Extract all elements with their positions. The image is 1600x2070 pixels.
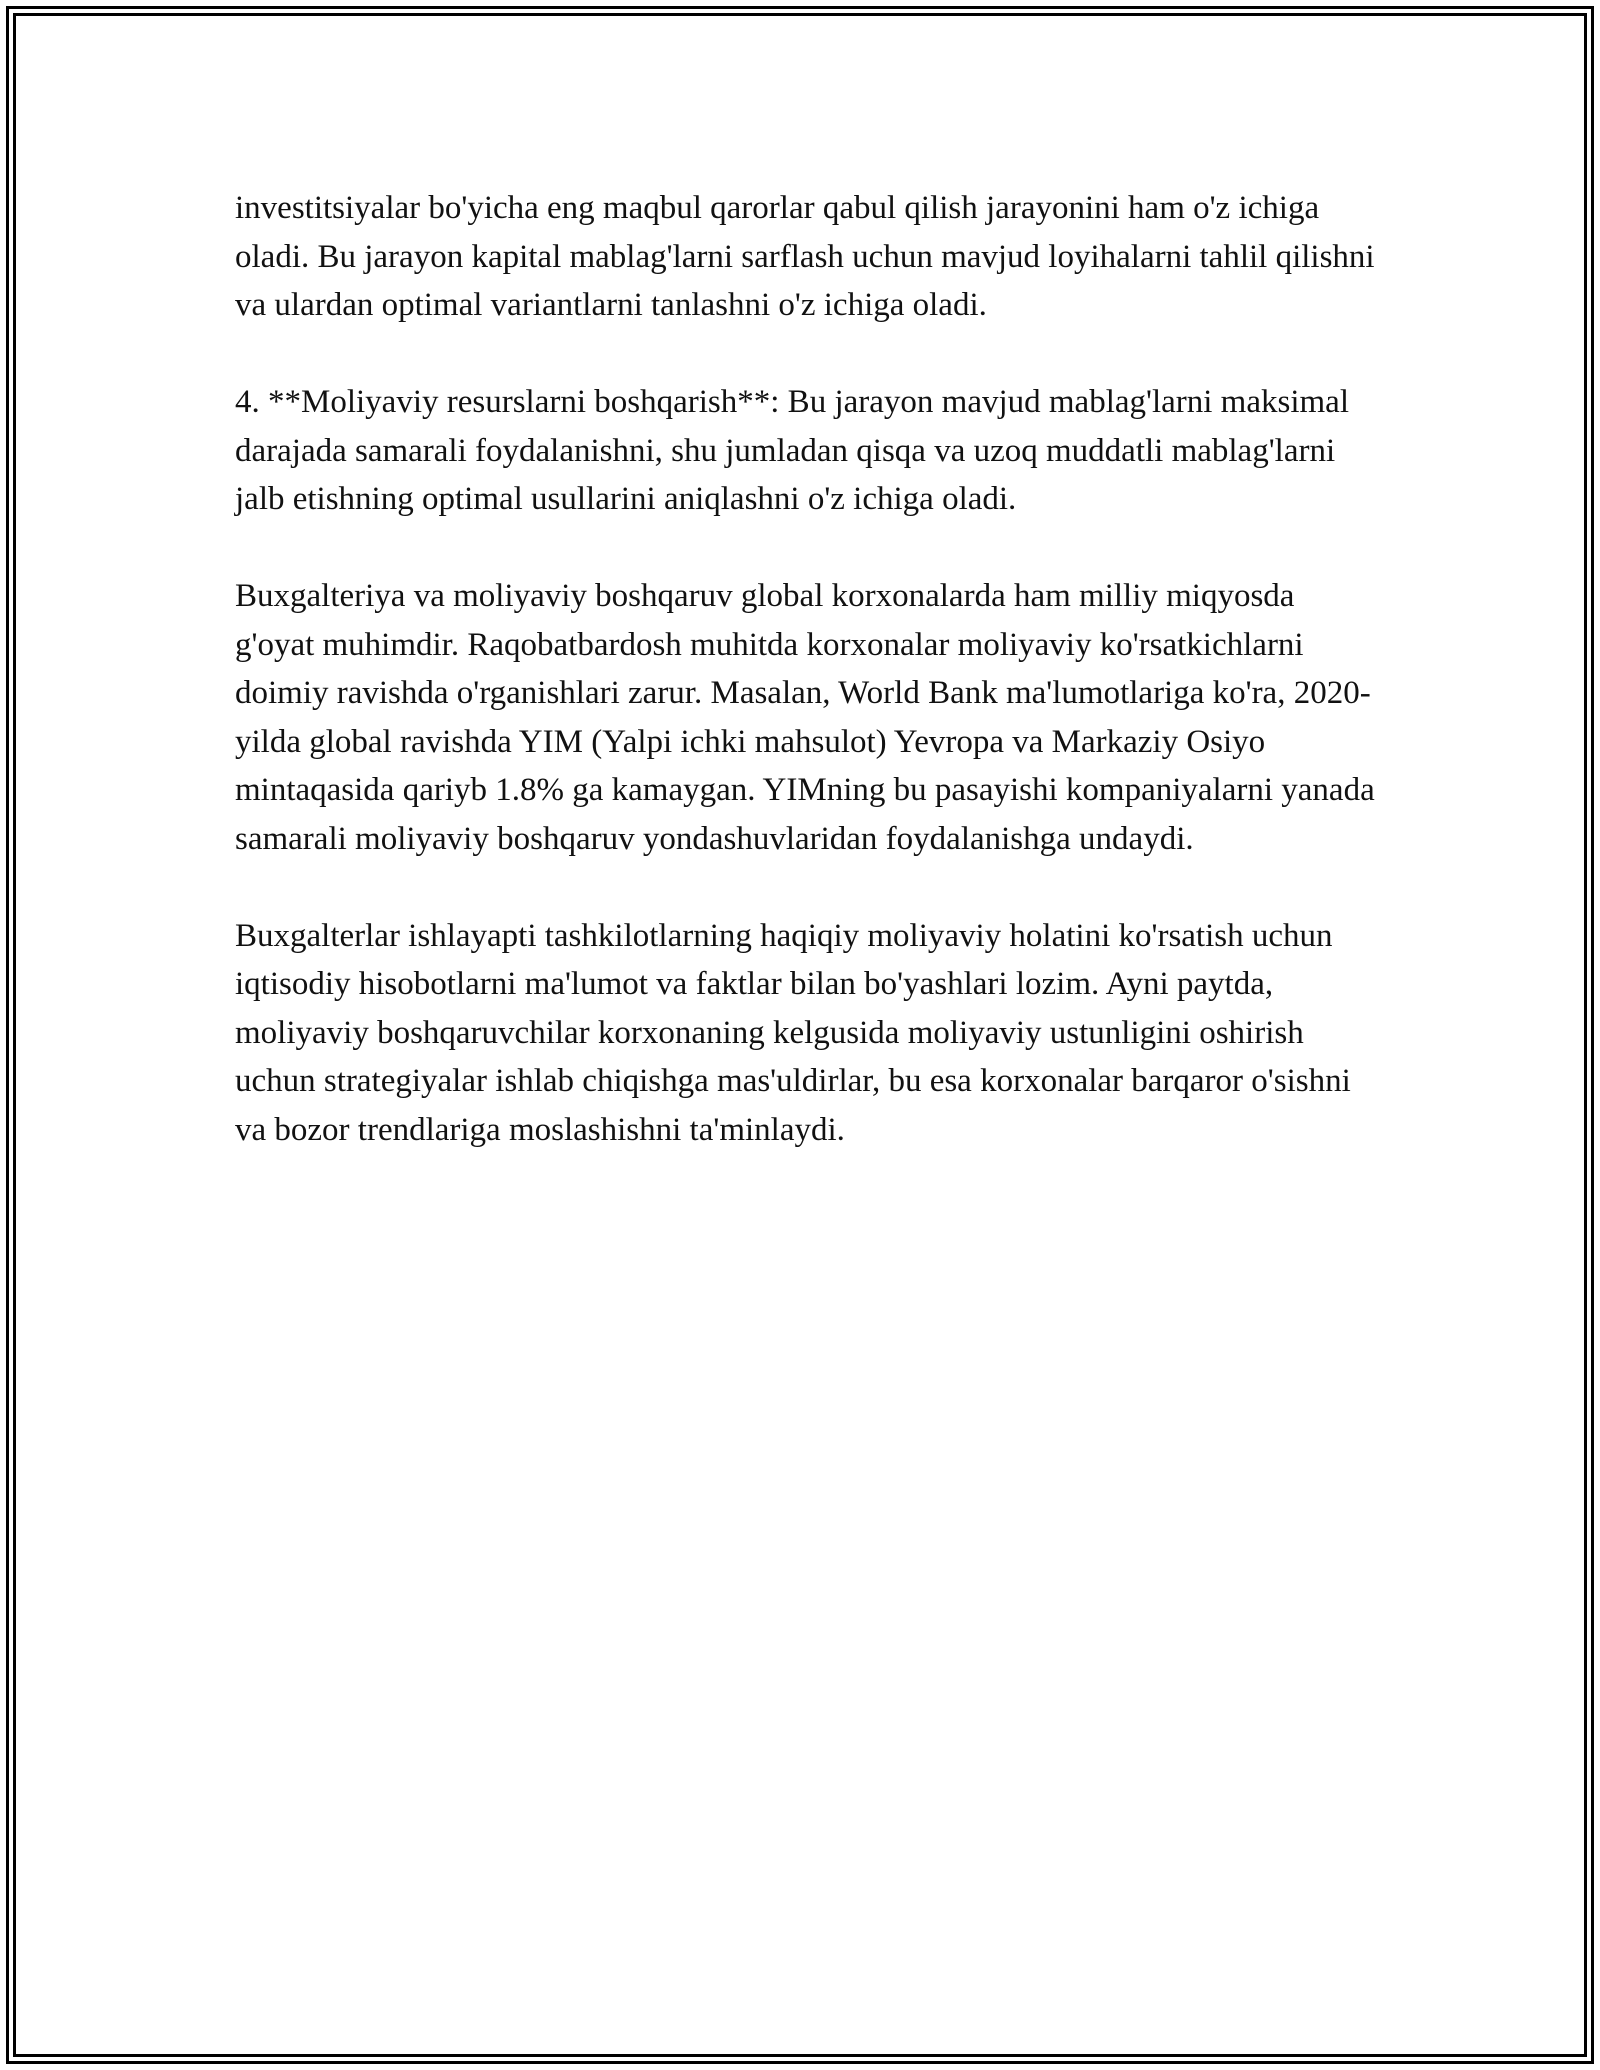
paragraph-accountants-role: Buxgalterlar ishlayapti tashkilotlarning haqiqiy moliyaviy holatini ko'rsatish uchun iqtisodiy hisobotlarni ma'lumot va faktlar bilan bo'yashlari lozim. Ayni paytda, moliyaviy boshqaruvchilar korxonaning kelgusida moliyaviy ustunligini oshirish uchun strategiyalar ishlab chiqishga mas'uldirlar, bu esa korxonalar barqaror o'sishni va bozor trendlariga moslashishni ta'minlaydi. [235, 917, 1351, 1148]
paragraph-investments-continued: investitsiyalar bo'yicha eng maqbul qarorlar qabul qilish jarayonini ham o'z ichiga oladi. Bu jarayon kapital mablag'larni sarflash uchun mavjud loyihalarni tahlil qilishni va ulardan optimal variantlarni tanlashni o'z ichiga oladi. [235, 190, 1375, 323]
paragraph-financial-resources: 4. **Moliyaviy resurslarni boshqarish**: Bu jarayon mavjud mablag'larni maksimal darajada samarali foydalanishni, shu jumladan qisqa va uzoq muddatli mablag'larni jalb etishning optimal usullarini aniqlashni o'z ichiga oladi. [235, 384, 1349, 517]
document-body [235, 184, 1375, 1203]
paragraph-global-importance: Buxgalteriya va moliyaviy boshqaruv global korxonalarda ham milliy miqyosda g'oyat muhimdir. Raqobatbardosh muhitda korxonalar moliyaviy ko'rsatkichlarni doimiy ravishda o'rganishlari zarur. Masalan, World Bank ma'lumotlariga ko'ra, 2020-yilda global ravishda YIM (Yalpi ichki mahsulot) Yevropa va Markaziy Osiyo mintaqasida qariyb 1.8% ga kamaygan. YIMning bu pasayishi kompaniyalarni yanada samarali moliyaviy boshqaruv yondashuvlaridan foydalanishga undaydi. [235, 578, 1375, 857]
